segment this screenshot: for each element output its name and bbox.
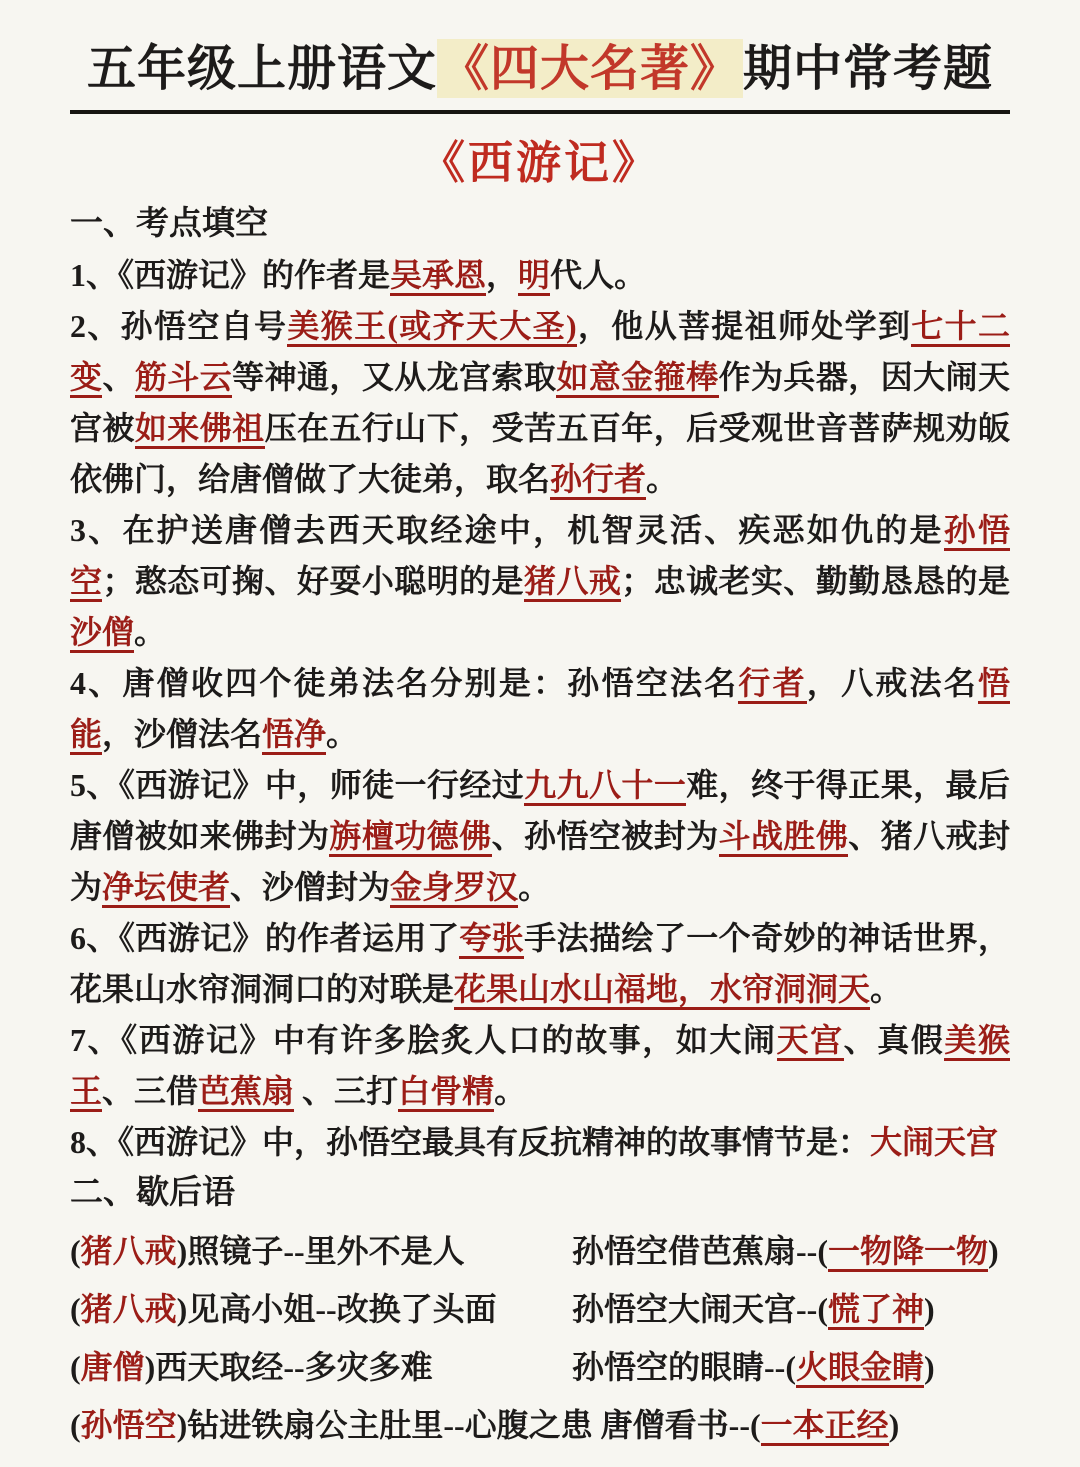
question-text: ( (70, 1291, 81, 1327)
question-text: 。 (870, 971, 903, 1007)
answer-text: 天宫 (777, 1022, 844, 1061)
question-text: 。 (494, 1073, 527, 1109)
xiehouyu-right-1 (572, 1226, 999, 1277)
answer-text: 明 (518, 257, 550, 296)
header (70, 30, 1010, 191)
question-text: 。 (518, 869, 551, 905)
question-text: ( (70, 1233, 81, 1269)
question-text: ) (924, 1349, 935, 1385)
answer-text: 金身罗汉 (390, 869, 518, 908)
answer-text: 一物降一物 (828, 1233, 988, 1272)
book-subtitle: 《西游记》 (419, 138, 660, 188)
question-text: 、孙悟空被封为 (491, 818, 719, 854)
question-text: ，沙僧法名 (102, 716, 263, 752)
question-text: 、猪八戒封为 (70, 818, 1010, 905)
answer-text: 悟净 (262, 716, 326, 755)
question-text: )钻进铁扇公主肚里--心腹之患 (176, 1407, 593, 1443)
title-prefix: 五年级上册语文 (86, 41, 437, 96)
answer-text: 芭蕉扇 (198, 1073, 294, 1112)
xiehouyu-right-4 (601, 1400, 900, 1451)
answer-text: 净坛使者 (102, 869, 230, 908)
answer-text: 慌了神 (828, 1291, 924, 1330)
question-item-1 (70, 250, 1010, 301)
question-text: ；忠诚老实、勤勤恳恳的是 (621, 563, 1010, 599)
section-fill-blanks (70, 199, 1010, 1168)
question-text: 难，终于得正果，最后唐僧被如来佛封为 (70, 767, 1010, 854)
answer-text: 美猴王 (70, 1022, 1010, 1112)
xiehouyu-left-2 (70, 1284, 564, 1335)
answer-text: 夸张 (459, 920, 524, 959)
section-xiehouyu (70, 1168, 1010, 1451)
question-text: 。 (326, 716, 359, 752)
question-text: ， (486, 257, 519, 293)
question-text: )西天取经--多灾多难 (144, 1349, 433, 1385)
question-text: 孙悟空大闹天宫--( (572, 1291, 828, 1327)
question-text: ) (888, 1407, 900, 1443)
title-text (87, 39, 993, 98)
question-text: ) (924, 1291, 935, 1327)
answer-text: 唐僧 (80, 1349, 145, 1385)
question-text: ；憨态可掬、好耍小聪明的是 (102, 563, 524, 599)
xiehouyu-left-1 (70, 1226, 564, 1277)
question-text: 孙悟空借芭蕉扇--( (572, 1233, 828, 1269)
question-text: 6、《西游记》的作者运用了 (70, 920, 460, 956)
answer-text: 如意金箍棒 (556, 359, 718, 398)
xiehouyu-row-2 (70, 1284, 1010, 1335)
answer-text: 斗战胜佛 (719, 818, 849, 857)
question-text: 3、在护送唐僧去西天取经途中，机智灵活、疾恶如仇的是 (70, 512, 944, 548)
xiehouyu-left-4 (70, 1400, 593, 1451)
answer-text: 旃檀功德佛 (329, 818, 491, 857)
question-text: )见高小姐--改换了头面 (176, 1291, 497, 1327)
question-item-4 (70, 658, 1010, 760)
question-text: 2、孙悟空自号 (70, 308, 288, 344)
section-heading-fill: 一、考点填空 (70, 206, 268, 242)
question-text: 8、《西游记》中，孙悟空最具有反抗精神的故事情节是： (70, 1124, 871, 1160)
xiehouyu-row-3 (70, 1342, 1010, 1393)
answer-text: 孙悟空 (80, 1407, 177, 1443)
answer-text: 大闹天宫 (870, 1124, 999, 1160)
question-text: 、真假 (843, 1022, 945, 1058)
question-item-2 (70, 301, 1010, 505)
answer-text: 行者 (738, 665, 806, 704)
answer-text: 猪八戒 (524, 563, 621, 602)
answer-text: 猪八戒 (80, 1291, 177, 1327)
question-text: ( (70, 1349, 81, 1385)
answer-text: 筋斗云 (135, 359, 232, 398)
xiehouyu-right-2 (572, 1284, 935, 1335)
question-text: ，八戒法名 (806, 665, 978, 701)
xiehouyu-right-3 (572, 1342, 935, 1393)
question-item-5 (70, 760, 1010, 913)
title-suffix: 期中常考题 (743, 41, 994, 96)
answer-text: 孙悟空 (70, 512, 1010, 602)
question-item-8 (70, 1117, 1010, 1168)
answer-text: 吴承恩 (390, 257, 486, 296)
title-highlight: 《四大名著》 (437, 39, 743, 98)
answer-text: 悟能 (70, 665, 1010, 755)
question-item-3 (70, 505, 1010, 658)
answer-text: 九九八十一 (524, 767, 686, 806)
question-text: 孙悟空的眼睛--( (572, 1349, 796, 1385)
question-text: 7、《西游记》中有许多脍炙人口的故事，如大闹 (70, 1022, 777, 1058)
answer-text: 沙僧 (70, 614, 134, 653)
answer-text: 花果山水山福地，水帘洞洞天 (454, 971, 870, 1010)
xiehouyu-row-4 (70, 1400, 1010, 1451)
answer-text: 猪八戒 (80, 1233, 177, 1269)
xiehouyu-left-3 (70, 1342, 564, 1393)
answer-text: 一本正经 (761, 1407, 889, 1446)
section-heading-xiehouyu: 二、歇后语 (70, 1175, 235, 1211)
answer-text: 孙行者 (550, 461, 646, 500)
question-text: 、三打 (294, 1073, 399, 1109)
question-text: 代人。 (550, 257, 647, 293)
question-item-7 (70, 1015, 1010, 1117)
question-text: 唐僧看书--( (600, 1407, 761, 1443)
xiehouyu-row-1 (70, 1226, 1010, 1277)
question-text: 作为兵器，因大闹天宫被 (70, 359, 1010, 446)
question-text: 、 (102, 359, 135, 395)
answer-text: 美猴王(或齐天大圣) (287, 308, 576, 347)
question-text: ) (988, 1233, 999, 1269)
question-text: 。 (646, 461, 679, 497)
question-text: 5、《西游记》中，师徒一行经过 (70, 767, 525, 803)
answer-text: 白骨精 (398, 1073, 494, 1112)
question-text: ，他从菩提祖师处学到 (576, 308, 912, 344)
question-text: 1、《西游记》的作者是 (70, 257, 391, 293)
question-text: 4、唐僧收四个徒弟法名分别是：孙悟空法名 (70, 665, 739, 701)
question-item-6 (70, 913, 1010, 1015)
question-text: )照镜子--里外不是人 (176, 1233, 465, 1269)
question-text: 。 (134, 614, 167, 650)
answer-text: 七十二变 (70, 308, 1010, 398)
question-text: 手法描绘了一个奇妙的神话世界，花果山水帘洞洞口的对联是 (70, 920, 1010, 1007)
question-text: ( (70, 1407, 81, 1443)
answer-text: 如来佛祖 (135, 410, 265, 449)
question-text: 、三借 (102, 1073, 199, 1109)
question-text: 等神通，又从龙宫索取 (232, 359, 557, 395)
page-title (70, 30, 1010, 114)
question-text: 压在五行山下，受苦五百年，后受观世音菩萨规劝皈依佛门，给唐僧做了大徒弟，取名 (70, 410, 1010, 497)
question-text: 、沙僧封为 (230, 869, 391, 905)
answer-text: 火眼金睛 (796, 1349, 924, 1388)
